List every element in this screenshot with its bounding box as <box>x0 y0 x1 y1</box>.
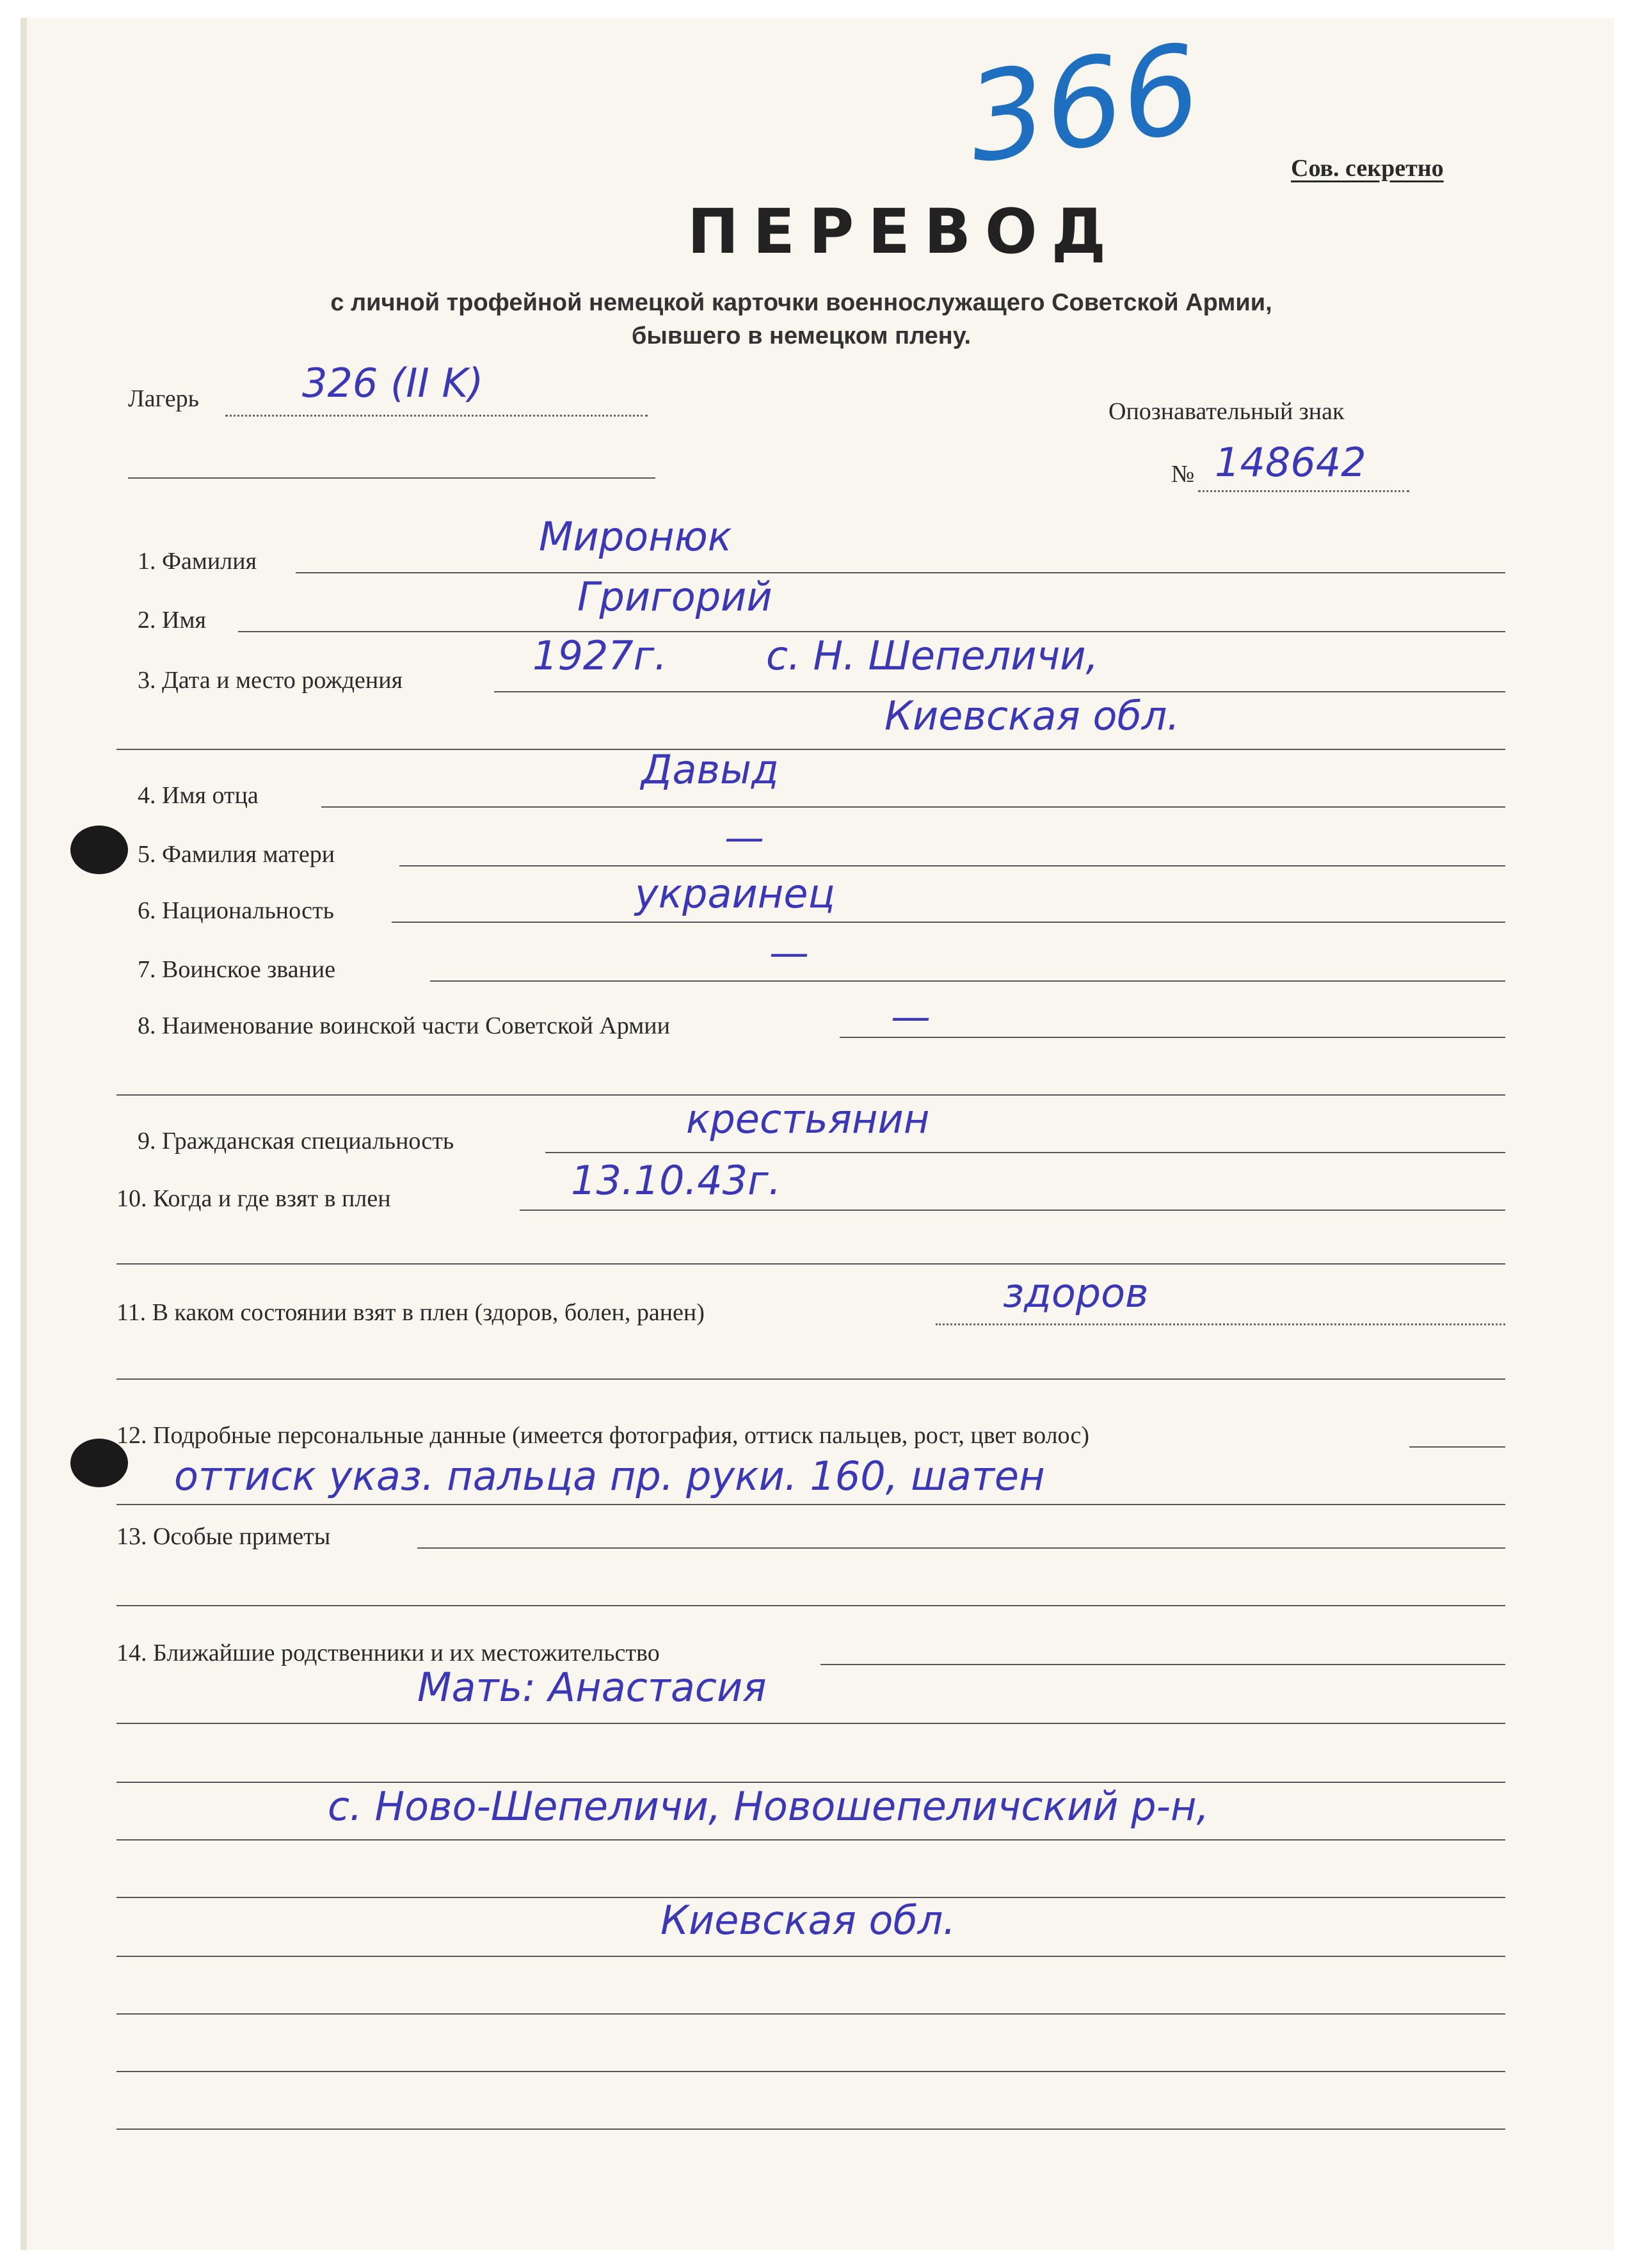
field-8-value: — <box>891 993 931 1040</box>
field-8-label: 8. Наименование воинской части Советской Армии <box>138 1012 670 1039</box>
field-3-label: 3. Дата и место рождения <box>138 667 403 694</box>
field-10-label: 10. Когда и где взят в плен <box>116 1185 391 1212</box>
field-14-line-9 <box>116 2128 1505 2130</box>
field-14-label: 14. Ближайшие родственники и их местожительство <box>116 1640 660 1666</box>
paper-edge <box>20 18 27 2250</box>
subtitle-line-2: бывшего в немецком плену. <box>631 323 972 349</box>
field-7-line <box>430 980 1505 982</box>
field-5-label: 5. Фамилия матери <box>138 841 335 868</box>
ident-line <box>1198 490 1409 492</box>
field-4-label: 4. Имя отца <box>138 782 259 809</box>
field-2-label: 2. Имя <box>138 607 206 634</box>
field-12-extra-line <box>116 1504 1505 1505</box>
field-13-line <box>417 1547 1505 1549</box>
field-8-line <box>840 1037 1505 1038</box>
field-10-extra-line <box>116 1263 1505 1265</box>
field-11-extra-line <box>116 1378 1505 1380</box>
field-11-label: 11. В каком состоянии взят в плен (здоров, болен, ранен) <box>116 1299 705 1326</box>
field-6-line <box>392 922 1505 923</box>
field-5-line <box>399 865 1505 866</box>
ident-num-label: № <box>1171 461 1195 488</box>
camp-value: 326 (II K) <box>302 360 484 406</box>
field-9-value: крестьянин <box>686 1096 930 1142</box>
field-6-label: 6. Национальность <box>138 897 334 924</box>
field-3-place: с. Н. Шепеличи, <box>766 632 1099 679</box>
field-12-line <box>1409 1446 1505 1448</box>
field-14-address: с. Ново-Шепеличи, Новошепеличский р-н, <box>328 1783 1210 1830</box>
document-title: ПЕРЕВОД <box>687 196 1121 268</box>
field-13-extra-line <box>116 1605 1505 1606</box>
camp-extra-line <box>128 477 655 479</box>
field-9-line <box>545 1152 1505 1153</box>
field-14-line <box>820 1664 1505 1665</box>
field-14-line-8 <box>116 2071 1505 2072</box>
field-2-value: Григорий <box>577 573 772 620</box>
field-1-line <box>296 572 1505 573</box>
field-3-year: 1927г. <box>532 632 668 679</box>
field-12-value: оттиск указ. пальца пр. руки. 160, шатен <box>174 1453 1045 1499</box>
field-4-line <box>321 806 1505 808</box>
ident-value: 148642 <box>1215 439 1366 486</box>
field-10-value: 13.10.43г. <box>571 1157 781 1204</box>
field-11-line <box>936 1323 1505 1325</box>
camp-label: Лагерь <box>128 385 199 412</box>
ident-label: Опознавательный знак <box>1108 398 1345 425</box>
field-7-label: 7. Воинское звание <box>138 956 336 983</box>
field-13-label: 13. Особые приметы <box>116 1523 331 1550</box>
field-1-value: Миронюк <box>539 513 732 560</box>
field-14-region: Киевская обл. <box>660 1897 956 1944</box>
field-10-line <box>520 1210 1505 1211</box>
field-6-value: украинец <box>635 870 835 917</box>
field-9-label: 9. Гражданская специальность <box>138 1128 454 1154</box>
camp-line <box>225 415 648 417</box>
field-3-extra-line <box>116 749 1505 750</box>
field-1-label: 1. Фамилия <box>138 548 257 575</box>
secrecy-mark: Сов. секретно <box>1291 155 1444 182</box>
field-14-line-7 <box>116 2013 1505 2015</box>
subtitle-line-1: с личной трофейной немецкой карточки военнослужащего Советской Армии, <box>330 289 1272 316</box>
field-14-line-6 <box>116 1956 1505 1957</box>
field-4-value: Давыд <box>641 746 779 793</box>
field-14-line-2 <box>116 1723 1505 1724</box>
field-12-label: 12. Подробные персональные данные (имеется фотография, оттиск пальцев, рост, цвет волос) <box>116 1422 1089 1449</box>
field-14-line-4 <box>116 1839 1505 1841</box>
archive-number-stamp: 366 <box>959 18 1209 191</box>
field-7-value: — <box>769 929 809 976</box>
field-14-relative: Мать: Анастасия <box>417 1664 767 1711</box>
field-5-value: — <box>724 814 764 861</box>
field-11-value: здоров <box>1003 1270 1149 1316</box>
document-page <box>20 18 1614 2250</box>
punch-hole-top <box>70 826 128 874</box>
field-3-region: Киевская обл. <box>884 692 1180 739</box>
